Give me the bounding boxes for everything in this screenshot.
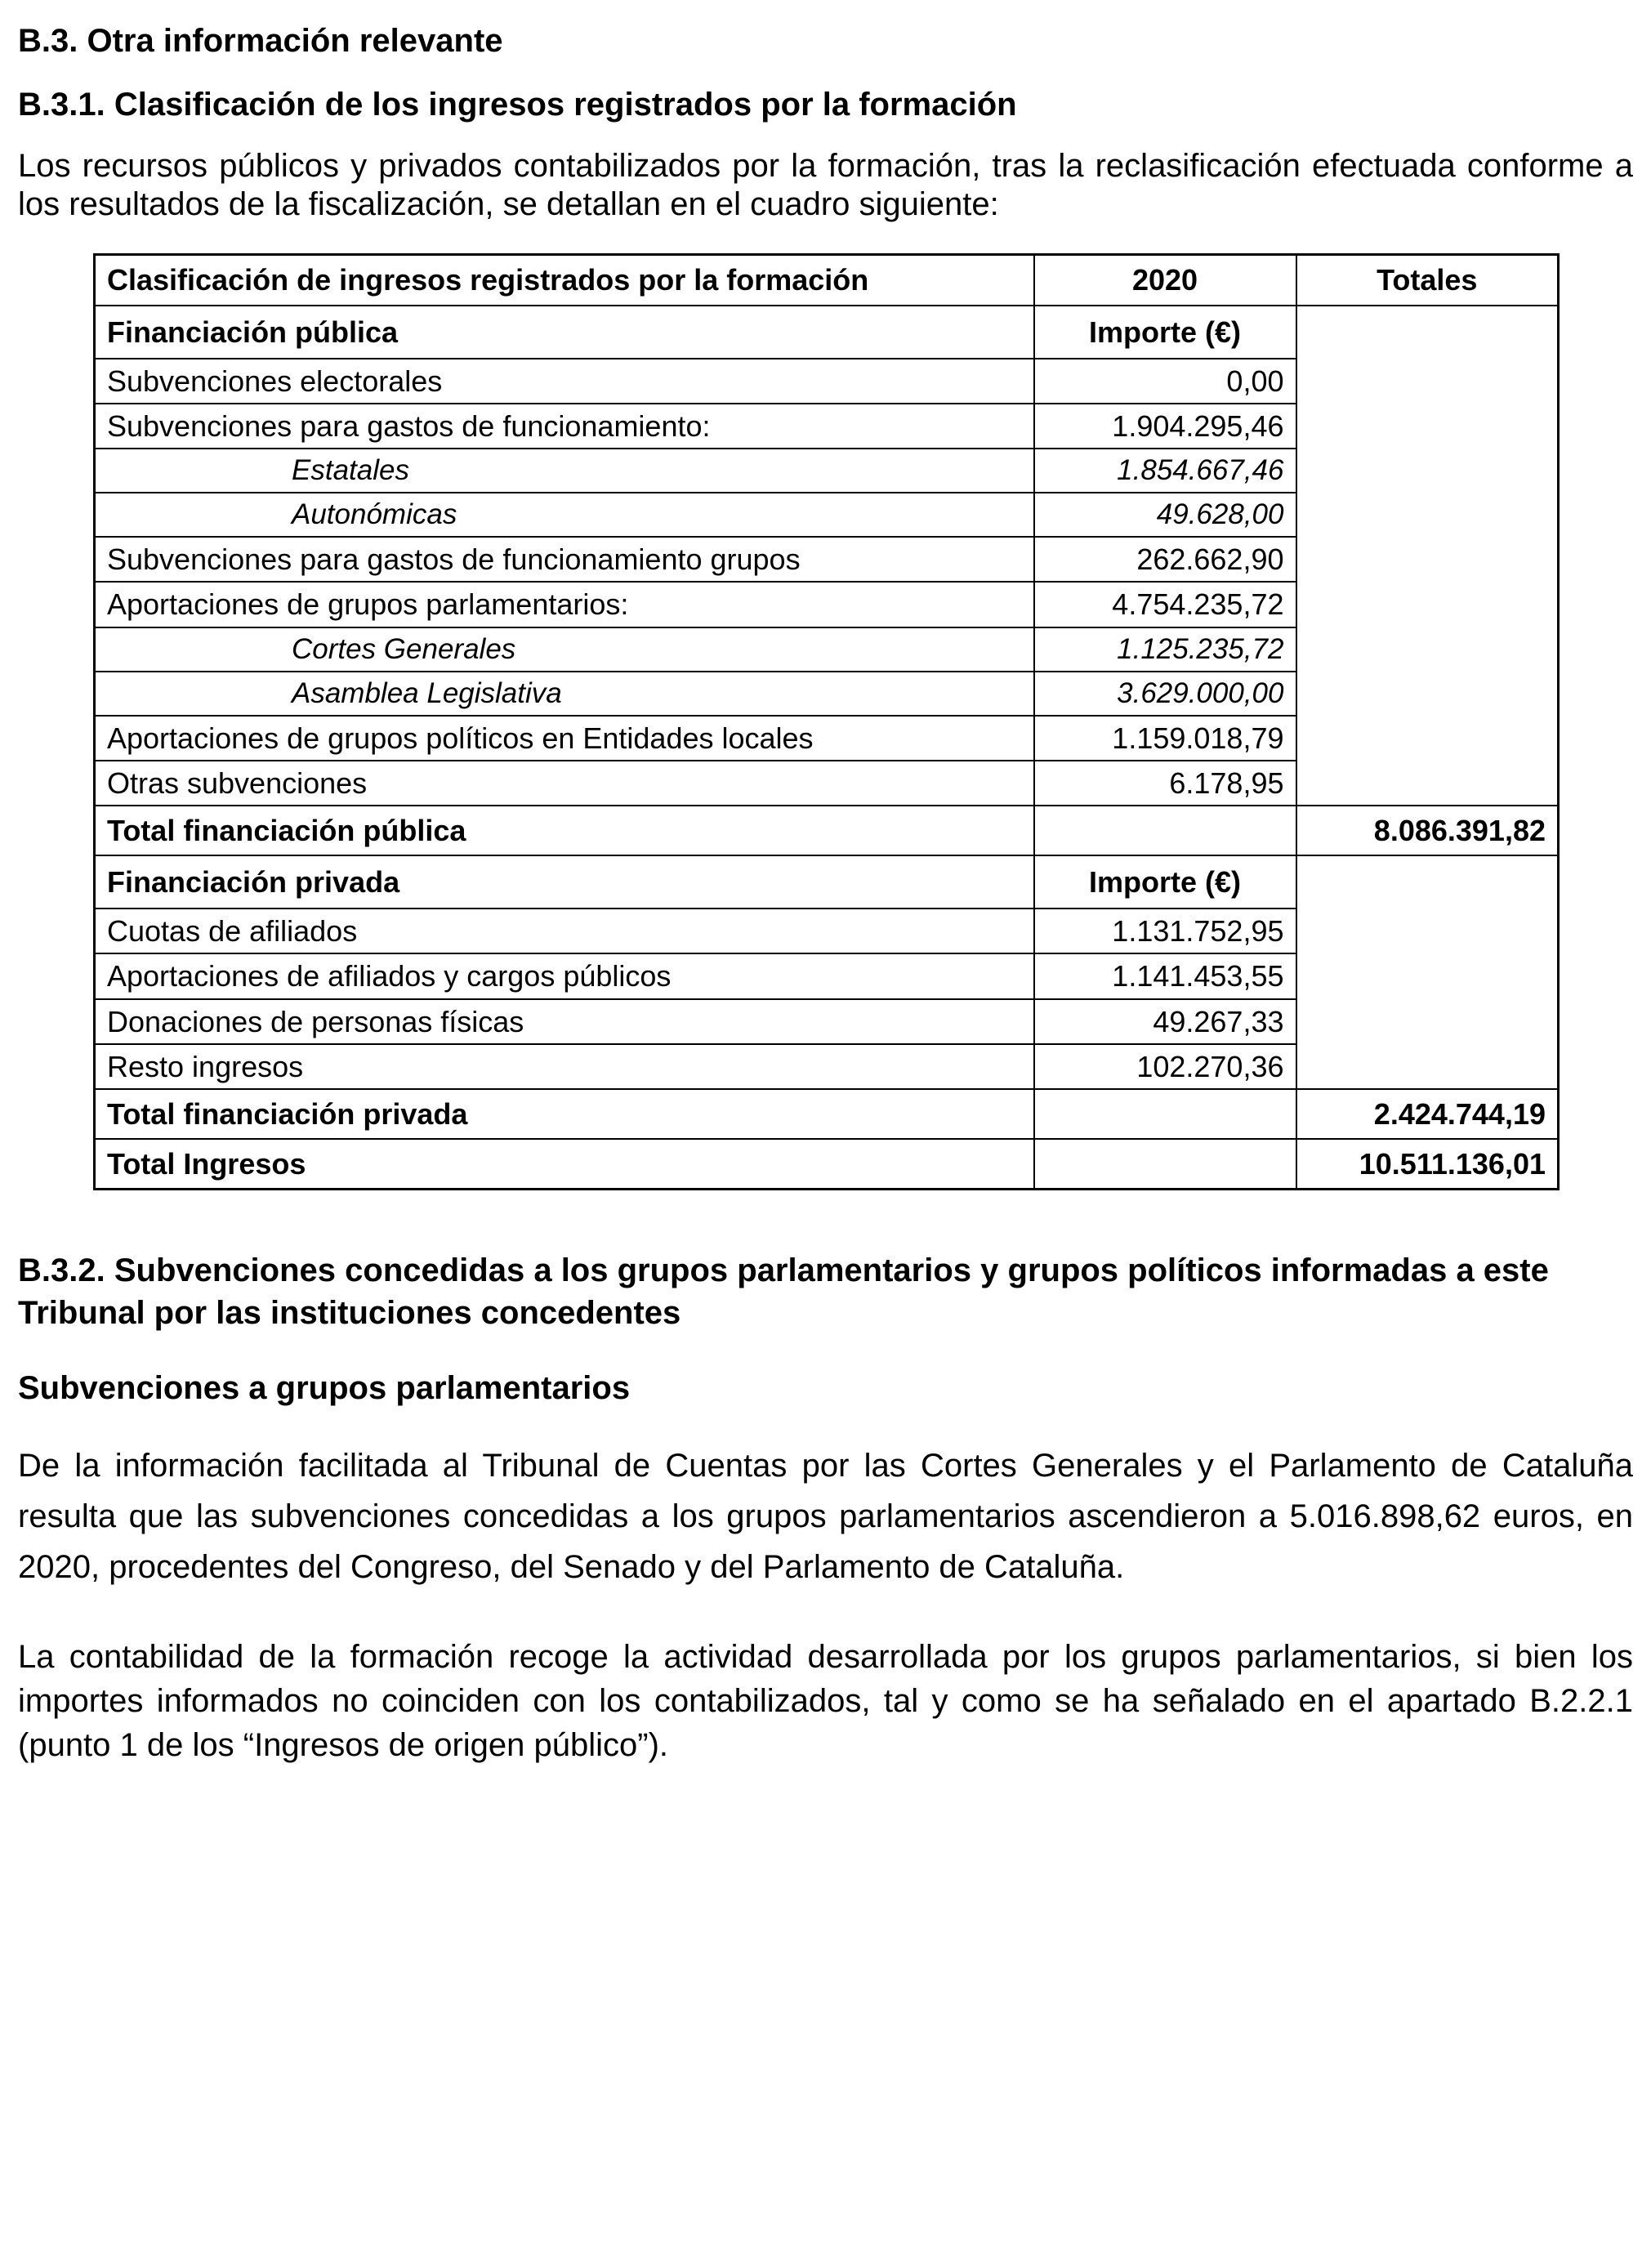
row-value: 3.629.000,00	[1034, 672, 1296, 716]
row-label: Aportaciones de afiliados y cargos públicos	[95, 953, 1034, 998]
total-public-row	[95, 806, 1559, 855]
total-income-value: 10.511.136,01	[1296, 1139, 1559, 1190]
totales-empty-cell-private	[1296, 855, 1559, 1089]
row-value: 1.854.667,46	[1034, 449, 1296, 493]
row-label: Otras subvenciones	[95, 761, 1034, 806]
header-totales: Totales	[1296, 255, 1559, 306]
public-amount-label: Importe (€)	[1034, 306, 1296, 359]
row-label: Asamblea Legislativa	[95, 672, 1034, 716]
row-label: Cortes Generales	[95, 627, 1034, 672]
empty-cell	[1034, 1089, 1296, 1139]
row-label: Donaciones de personas físicas	[95, 999, 1034, 1044]
row-label: Resto ingresos	[95, 1044, 1034, 1089]
row-value: 49.267,33	[1034, 999, 1296, 1044]
row-label: Subvenciones para gastos de funcionamiento:	[95, 404, 1034, 449]
row-value: 49.628,00	[1034, 493, 1296, 537]
total-income-row	[95, 1139, 1559, 1190]
row-value: 6.178,95	[1034, 761, 1296, 806]
row-value: 0,00	[1034, 359, 1296, 404]
section-heading-b32: B.3.2. Subvenciones concedidas a los grupos parlamentarios y grupos políticos informadas a este Tribunal por las instituciones concedentes	[18, 1252, 1549, 1332]
row-value: 1.159.018,79	[1034, 716, 1296, 761]
section-heading-b31: B.3.1. Clasificación de los ingresos registrados por la formación	[18, 87, 1017, 123]
total-private-label: Total financiación privada	[95, 1089, 1034, 1139]
total-private-row	[95, 1089, 1559, 1139]
public-section-row	[95, 306, 1559, 359]
private-amount-label: Importe (€)	[1034, 855, 1296, 909]
row-label: Estatales	[95, 449, 1034, 493]
income-classification-table	[93, 253, 1560, 1190]
row-value: 1.125.235,72	[1034, 627, 1296, 672]
header-year-2020: 2020	[1034, 255, 1296, 306]
public-section-label: Financiación pública	[95, 306, 1034, 359]
private-section-row	[95, 855, 1559, 909]
row-label: Autonómicas	[95, 493, 1034, 537]
row-label: Cuotas de afiliados	[95, 909, 1034, 953]
total-public-label: Total financiación pública	[95, 806, 1034, 855]
row-label: Subvenciones electorales	[95, 359, 1034, 404]
totales-empty-cell-public	[1296, 306, 1559, 806]
empty-cell	[1034, 806, 1296, 855]
row-label: Aportaciones de grupos parlamentarios:	[95, 582, 1034, 627]
paragraph-contabilidad: La contabilidad de la formación recoge la actividad desarrollada por los grupos parlamentarios, si bien los importes informados no coinciden con los contabilizados, tal y como se ha señalado en el apartado B.2.2.1 (punto 1 de los “Ingresos de origen público”).	[18, 1639, 1633, 1764]
total-public-value: 8.086.391,82	[1296, 806, 1559, 855]
row-label: Aportaciones de grupos políticos en Entidades locales	[95, 716, 1034, 761]
paragraph-cortes-generales: De la información facilitada al Tribunal de Cuentas por las Cortes Generales y el Parlamento de Cataluña resulta que las subvenciones concedidas a los grupos parlamentarios ascendieron a 5.016.898,62 euros, en 2020, procedentes del Congreso, del Senado y del Parlamento de Cataluña.	[18, 1448, 1633, 1586]
row-value: 1.131.752,95	[1034, 909, 1296, 953]
intro-paragraph: Los recursos públicos y privados contabilizados por la formación, tras la reclasificación efectuada conforme a los resultados de la fiscalización, se detallan en el cuadro siguiente:	[18, 148, 1633, 223]
empty-cell	[1034, 1139, 1296, 1190]
row-value: 1.904.295,46	[1034, 404, 1296, 449]
header-classification: Clasificación de ingresos registrados por la formación	[95, 255, 1034, 306]
row-label: Subvenciones para gastos de funcionamiento grupos	[95, 537, 1034, 582]
total-income-label: Total Ingresos	[95, 1139, 1034, 1190]
row-value: 262.662,90	[1034, 537, 1296, 582]
private-section-label: Financiación privada	[95, 855, 1034, 909]
row-value: 1.141.453,55	[1034, 953, 1296, 998]
heading-subvenciones-grupos: Subvenciones a grupos parlamentarios	[18, 1370, 631, 1407]
row-value: 102.270,36	[1034, 1044, 1296, 1089]
section-heading-b3: B.3. Otra información relevante	[18, 23, 503, 59]
table-header-row	[95, 255, 1559, 306]
row-value: 4.754.235,72	[1034, 582, 1296, 627]
total-private-value: 2.424.744,19	[1296, 1089, 1559, 1139]
